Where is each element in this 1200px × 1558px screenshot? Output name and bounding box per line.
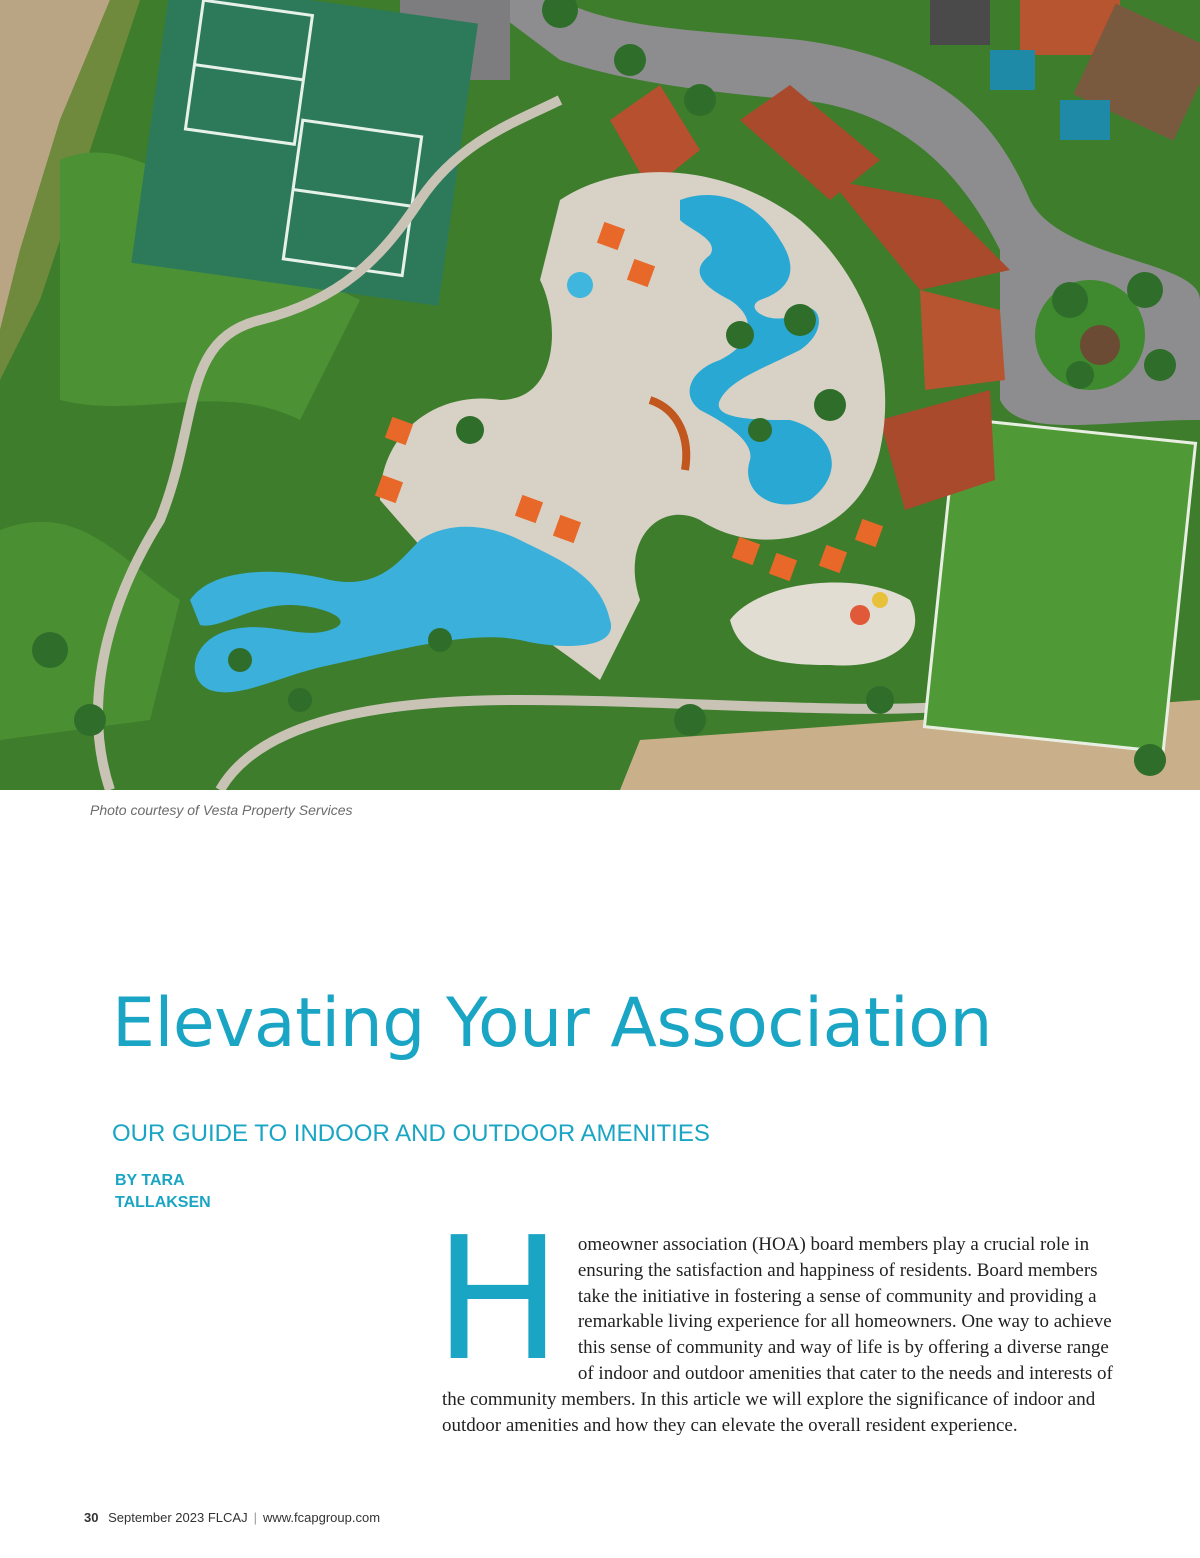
byline (115, 1170, 265, 1214)
page-number: 30 (84, 1510, 99, 1525)
article-body-text: omeowner association (HOA) board members play a crucial role in ensuring the satisfaction and happiness of residents. Board members take the initiative in fostering a sense of community and providing a remarkable living experience for all homeowners. One way to achieve this sense of community and way of life is by offering a diverse range of indoor and outdoor amenities that cater to the needs and interests of the community members. In this article we will explore the significance of indoor and outdoor amenities and how they can elevate the overall resident experience. (442, 1234, 1113, 1436)
article-subtitle: OUR GUIDE TO INDOOR AND OUTDOOR AMENITIES (112, 1120, 710, 1147)
article-body (434, 1201, 1122, 1438)
byline-line-2: TALLAKSEN (115, 1194, 211, 1211)
website-link[interactable]: www.fcapgroup.com (262, 1510, 381, 1525)
publication-name: FLCAJ (207, 1510, 248, 1525)
photo-caption: Photo courtesy of Vesta Property Services (90, 802, 353, 818)
page-footer (84, 1510, 380, 1525)
article-title: Elevating Your Association (112, 984, 992, 1063)
byline-line-1: BY TARA (115, 1172, 185, 1189)
drop-cap: H (434, 1201, 562, 1399)
issue-date: September 2023 (108, 1510, 205, 1525)
footer-separator: | (253, 1510, 257, 1525)
